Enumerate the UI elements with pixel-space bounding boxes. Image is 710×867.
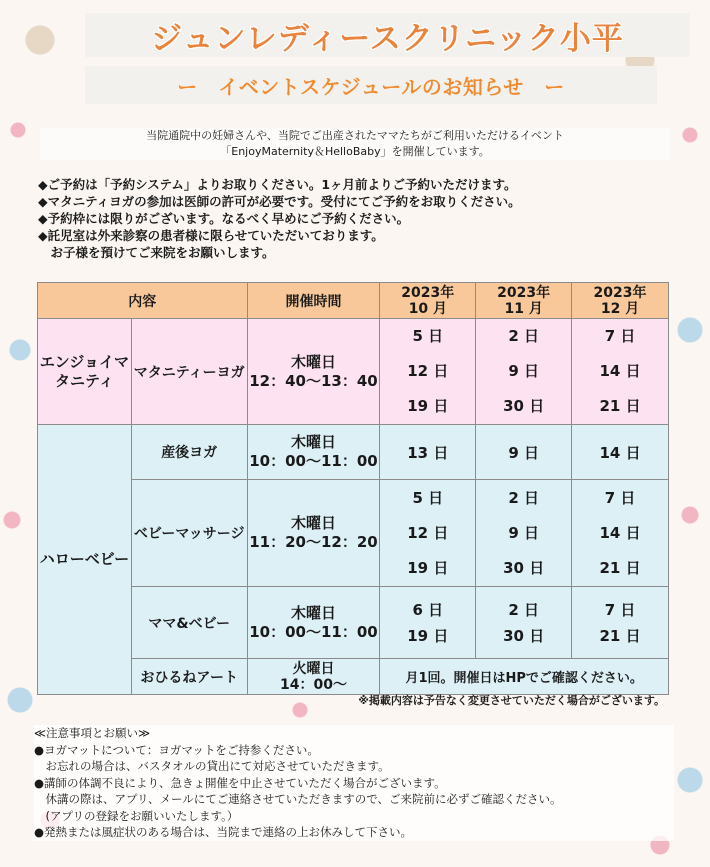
time-range: 14：00〜 bbox=[279, 676, 347, 693]
program-name: おひるねアート bbox=[131, 659, 247, 695]
caution-heading: ≪注意事項とお願い≫ bbox=[34, 726, 151, 740]
weekday: 木曜日 bbox=[290, 603, 336, 622]
date-cell: 30 日 bbox=[503, 626, 545, 645]
program-time bbox=[247, 319, 380, 425]
subtitle-banner bbox=[85, 66, 657, 104]
disclaimer: ※掲載内容は予告なく変更させていただく場合がございます。 bbox=[358, 694, 665, 707]
table-row bbox=[38, 425, 669, 480]
date-cell: 12 日 bbox=[407, 523, 449, 542]
notice-list bbox=[38, 176, 658, 261]
clinic-title: ジュンレディースクリニック小平 bbox=[151, 20, 624, 57]
date-cell: 12 日 bbox=[407, 362, 449, 380]
dates-dec bbox=[572, 319, 669, 425]
header-content: 内容 bbox=[38, 283, 248, 319]
caution-line: ●発熱または風症状のある場合は、当院まで連絡の上お休みして下さい。 bbox=[34, 825, 413, 839]
program-name: ベビーマッサージ bbox=[131, 480, 247, 587]
table-row bbox=[38, 480, 669, 587]
month-label: 12 月 bbox=[600, 300, 640, 317]
title-banner bbox=[85, 13, 690, 57]
caution-line: ●ヨガマットについて：ヨガマットをご持参ください。 bbox=[34, 742, 319, 757]
notice-item: ◆マタニティヨガの参加は医師の許可が必要です。受付にてご予約をお取りください。 bbox=[38, 194, 521, 209]
date-cell: 14 日 bbox=[599, 523, 641, 542]
date-cell: 9 日 bbox=[508, 362, 539, 380]
program-time bbox=[247, 425, 380, 480]
dates-nov bbox=[476, 319, 572, 425]
date-cell: 21 日 bbox=[599, 397, 641, 415]
notice-item: ◆予約枠には限りがございます。なるべく早めにご予約ください。 bbox=[38, 211, 410, 226]
program-time bbox=[247, 480, 380, 587]
date-cell: 5 日 bbox=[412, 327, 444, 345]
program-name: ママ&ベビー bbox=[131, 587, 247, 659]
intro-line: 当院通院中の妊婦さんや、当院でご出産されたママたちがご利用いただけるイベント bbox=[146, 129, 564, 142]
page-subtitle: ー イベントスケジュールのお知らせ ー bbox=[177, 74, 565, 99]
date-cell: 2 日 bbox=[508, 488, 539, 507]
header-month-dec bbox=[572, 283, 669, 319]
time-range: 10：00〜11：00 bbox=[249, 452, 378, 470]
schedule-table bbox=[37, 282, 669, 695]
header-month-oct bbox=[380, 283, 476, 319]
time-range: 10：00〜11：00 bbox=[249, 622, 378, 641]
date-cell: 30 日 bbox=[503, 558, 545, 577]
month-year: 2023年 bbox=[401, 284, 455, 301]
date-cell: 21 日 bbox=[599, 626, 641, 645]
weekday: 木曜日 bbox=[290, 433, 336, 451]
category-hello-baby: ハローベビー bbox=[38, 425, 132, 695]
program-time bbox=[247, 659, 380, 695]
date-cell: 14 日 bbox=[572, 425, 669, 480]
month-year: 2023年 bbox=[593, 284, 647, 301]
date-cell: 19 日 bbox=[407, 558, 449, 577]
table-row bbox=[38, 587, 669, 659]
category-enjoy-maternity bbox=[38, 319, 132, 425]
intro-line: 「EnjoyMaternity＆HelloBaby」を開催しています。 bbox=[220, 145, 490, 158]
notice-item: ◆ご予約は「予約システム」よりお取りください。1ヶ月前よりご予約いただけます。 bbox=[38, 177, 517, 192]
program-name: マタニティーヨガ bbox=[131, 319, 247, 425]
date-cell: 14 日 bbox=[599, 362, 641, 380]
intro-text bbox=[40, 128, 670, 160]
table-row bbox=[38, 659, 669, 695]
caution-line: お忘れの場合は、バスタオルの貸出にて対応させていただきます。 bbox=[34, 759, 390, 773]
month-year: 2023年 bbox=[497, 284, 551, 301]
date-cell: 13 日 bbox=[380, 425, 476, 480]
caution-line: 休講の際は、アプリ、メールにてご連絡させていただきますので、ご来院前に必ずご確認ください。 bbox=[34, 792, 562, 806]
month-label: 11 月 bbox=[504, 300, 543, 317]
date-cell: 21 日 bbox=[599, 558, 641, 577]
dates-oct bbox=[380, 587, 476, 659]
nap-note: 月1回。開催日はHPでご確認ください。 bbox=[380, 659, 669, 695]
date-cell: 19 日 bbox=[407, 626, 449, 645]
date-cell: 2 日 bbox=[508, 600, 539, 619]
dates-oct bbox=[380, 480, 476, 587]
date-cell: 9 日 bbox=[508, 523, 539, 542]
month-label: 10 月 bbox=[408, 300, 447, 317]
date-cell: 30 日 bbox=[503, 397, 545, 415]
notice-item: お子様を預けてご来院をお願いします。 bbox=[38, 245, 275, 260]
date-cell: 7 日 bbox=[604, 488, 636, 507]
date-cell: 6 日 bbox=[412, 600, 444, 619]
dates-dec bbox=[572, 587, 669, 659]
time-range: 12：40〜13：40 bbox=[249, 371, 378, 390]
caution-line: ●講師の体調不良により、急きょ開催を中止させていただく場合がございます。 bbox=[34, 775, 446, 790]
program-name: 産後ヨガ bbox=[131, 425, 247, 480]
dates-nov bbox=[476, 480, 572, 587]
notice-item: ◆託児室は外来診察の患者様に限らせていただいております。 bbox=[38, 228, 384, 243]
caution-line: (アプリの登録をお願いいたします。） bbox=[34, 808, 239, 823]
date-cell: 9 日 bbox=[476, 425, 572, 480]
header-time: 開催時間 bbox=[247, 283, 380, 319]
program-time bbox=[247, 587, 380, 659]
table-header-row bbox=[38, 283, 669, 319]
dates-oct bbox=[380, 319, 476, 425]
weekday: 木曜日 bbox=[290, 514, 336, 532]
time-range: 11：20〜12：20 bbox=[249, 533, 378, 551]
weekday: 火曜日 bbox=[292, 660, 335, 677]
category-label: エンジョイマタニティ bbox=[39, 352, 130, 390]
header-month-nov bbox=[476, 283, 572, 319]
dates-dec bbox=[572, 480, 669, 587]
date-cell: 5 日 bbox=[412, 488, 444, 507]
weekday: 木曜日 bbox=[290, 352, 336, 371]
caution-section bbox=[34, 725, 674, 841]
date-cell: 7 日 bbox=[604, 600, 636, 619]
date-cell: 7 日 bbox=[604, 327, 636, 345]
date-cell: 2 日 bbox=[508, 327, 539, 345]
dates-nov bbox=[476, 587, 572, 659]
table-row bbox=[38, 319, 669, 425]
date-cell: 19 日 bbox=[407, 397, 449, 415]
